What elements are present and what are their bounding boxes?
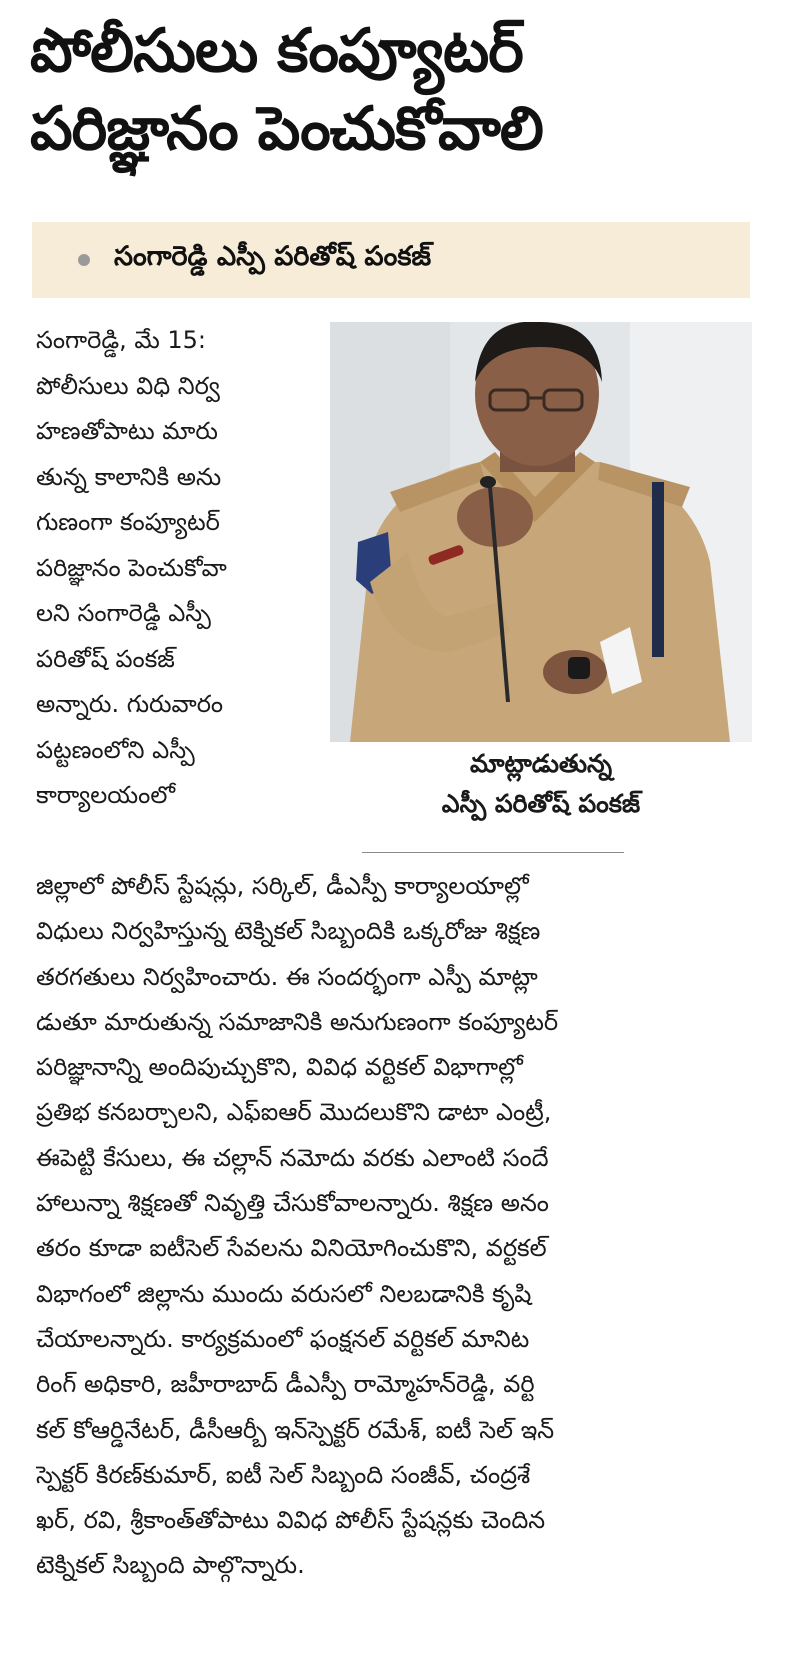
body-line: రింగ్ అధికారి, జహీరాబాద్ డీఎస్పీ రామ్మోహన్‌రెడ్డి, వర్టి bbox=[36, 1370, 535, 1399]
headline bbox=[30, 12, 770, 168]
caption-line-1: మాట్లాడుతున్న bbox=[469, 749, 613, 778]
officer-photo bbox=[330, 322, 752, 742]
body-line: పరిజ్ఞానాన్ని అందిపుచ్చుకొని, వివిధ వర్టికల్ విభాగాల్లో bbox=[36, 1053, 523, 1082]
intro-line: పోలీసులు విధి నిర్వ bbox=[36, 371, 220, 400]
body-line: టెక్నికల్ సిబ్బంది పాల్గొన్నారు. bbox=[36, 1551, 305, 1580]
body-line: హాలున్నా శిక్షణతో నివృత్తి చేసుకోవాలన్నారు. శిక్షణ అనం bbox=[36, 1189, 549, 1218]
intro-line: పట్టణంలోని ఎస్పీ bbox=[36, 735, 195, 764]
caption-divider bbox=[362, 852, 624, 853]
body-line: విభాగంలో జిల్లాను ముందు వరుసలో నిలబడానికి కృషి bbox=[36, 1279, 532, 1308]
body-line: ఈపెట్టి కేసులు, ఈ చల్లాన్ నమోదు వరకు ఎలాంటి సందే bbox=[36, 1143, 549, 1172]
body-line: కల్ కోఆర్డినేటర్, డీసీఆర్బీ ఇన్‌స్పెక్టర్ రమేశ్, ఐటీ సెల్ ఇన్ bbox=[36, 1415, 555, 1444]
headline-line-2: పరిజ్ఞానం పెంచుకోవాలి bbox=[30, 94, 543, 164]
deck-box bbox=[32, 222, 750, 298]
intro-line: పరితోష్ పంకజ్ bbox=[36, 644, 175, 673]
body-line: స్పెక్టర్ కిరణ్‌కుమార్, ఐటీ సెల్ సిబ్బంది సంజీవ్, చంద్రశే bbox=[36, 1460, 531, 1489]
body-line: ఖర్, రవి, శ్రీకాంత్‌తోపాటు వివిధ పోలీస్ స్టేషన్లకు చెందిన bbox=[36, 1506, 546, 1535]
intro-line: అన్నారు. గురువారం bbox=[36, 690, 224, 718]
intro-line: పరిజ్ఞానం పెంచుకోవా bbox=[36, 553, 227, 582]
body-line: జిల్లాలో పోలీస్ స్టేషన్లు, సర్కిల్, డీఎస్పీ కార్యాలయాల్లో bbox=[36, 872, 529, 900]
article-body bbox=[36, 864, 752, 1589]
deck-text: సంగారెడ్డి ఎస్పీ పరితోష్ పంకజ్ bbox=[114, 241, 432, 272]
intro-line: సంగారెడ్డి, మే 15: bbox=[36, 326, 207, 354]
photo-caption bbox=[330, 744, 752, 824]
bullet-icon bbox=[78, 254, 90, 266]
intro-line: గుణంగా కంప్యూటర్ bbox=[36, 508, 220, 536]
intro-line: తున్న కాలానికి అను bbox=[36, 462, 222, 491]
body-line: ప్రతిభ కనబర్చాలని, ఎఫ్ఐఆర్ మొదలుకొని డాటా ఎంట్రీ, bbox=[36, 1098, 552, 1127]
body-line: తరం కూడా ఐటీసెల్ సేవలను వినియోగించుకొని, వర్టకల్ bbox=[36, 1234, 547, 1263]
caption-line-2: ఎస్పీ పరితోష్ పంకజ్ bbox=[441, 789, 641, 818]
intro-line: కార్యాలయంలో bbox=[36, 781, 176, 809]
body-line: విధులు నిర్వహిస్తున్న టెక్నికల్ సిబ్బందికి ఒక్కరోజు శిక్షణ bbox=[36, 917, 541, 946]
intro-line: హణతోపాటు మారు bbox=[36, 417, 218, 445]
intro-column bbox=[36, 318, 314, 819]
headline-line-1: పోలీసులు కంప్యూటర్ bbox=[30, 16, 523, 86]
body-line: చేయాలన్నారు. కార్యక్రమంలో ఫంక్షనల్ వర్టికల్ మానిట bbox=[36, 1324, 530, 1353]
body-line: తరగతులు నిర్వహించారు. ఈ సందర్భంగా ఎస్పీ మాట్లా bbox=[36, 962, 538, 991]
body-line: డుతూ మారుతున్న సమాజానికి అనుగుణంగా కంప్యూటర్ bbox=[36, 1007, 559, 1036]
intro-line: లని సంగారెడ్డి ఎస్పీ bbox=[36, 599, 211, 627]
